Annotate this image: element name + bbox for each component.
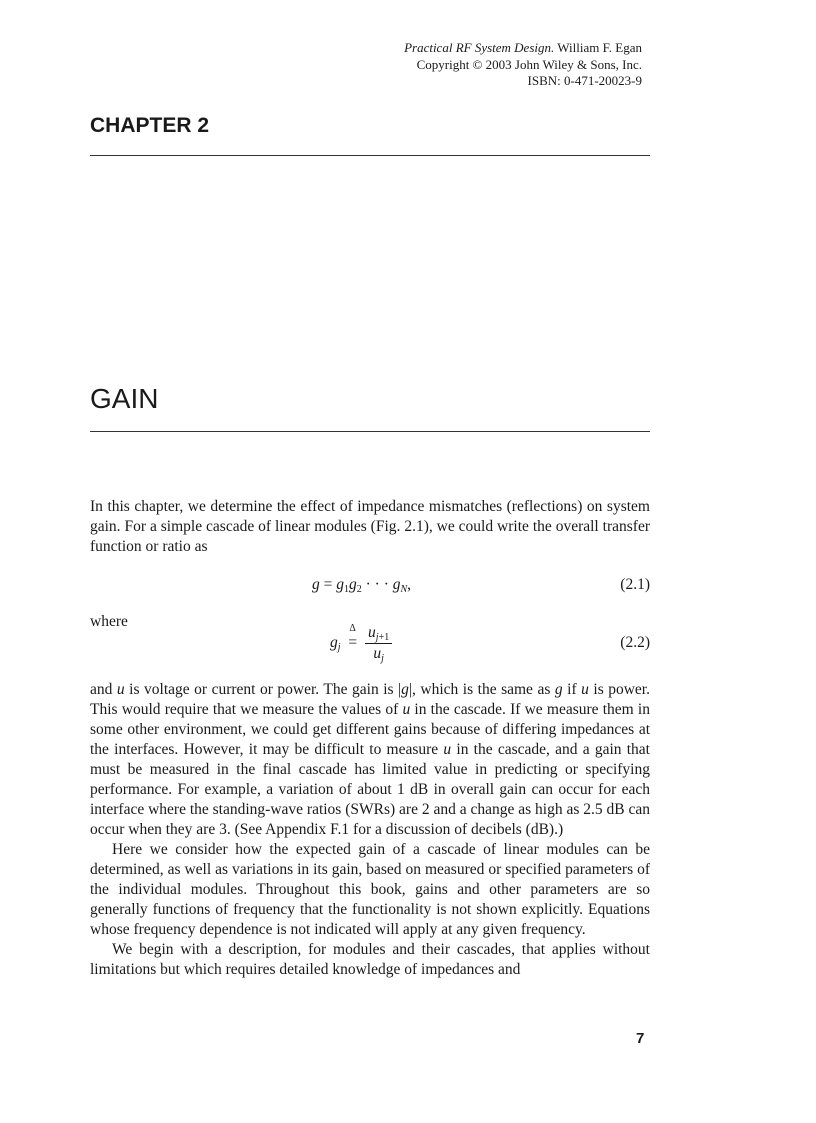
isbn-line: ISBN: 0-471-20023-9 — [527, 73, 642, 88]
page-number: 7 — [636, 1030, 645, 1047]
chapter-title: GAIN — [90, 383, 159, 414]
copyright-line: Copyright © 2003 John Wiley & Sons, Inc. — [416, 56, 642, 72]
where-text: where — [90, 613, 128, 630]
equation-number-2-1: (2.1) — [620, 576, 650, 593]
chapter-rule-bottom — [90, 431, 650, 432]
defined-as-symbol: Δ = — [348, 623, 358, 652]
running-header — [404, 40, 642, 90]
header-line-1 — [404, 40, 642, 57]
paragraph-body — [90, 680, 650, 980]
paragraph-description: We begin with a description, for modules and their cascades, that applies without limitations but which requires detailed knowledge of impedances and — [90, 941, 650, 978]
paragraph-gain-definition: and u is voltage or current or power. The gain is |g|, which is the same as g if u is power. This would require that we measure the values of u in the cascade. If we measure them in some other environment, we could get different gains because of differing impedances at the interfaces. However, it may be difficult to measure u in the cascade, and a gain that must be measured in the final cascade has limited value in predicting or specifying performance. For example, a variation of about 1 dB in overall gain can occur for each interface where the standing-wave ratios (SWRs) are 2 and a change as high as 2.5 dB can occur when they are 3. (See Appendix F.1 for a discussion of decibels (dB).) — [90, 681, 650, 838]
fraction: $\frac{u_{j+1}}{u_j}$ — [365, 624, 392, 663]
equation-2-1: $g = g_1g_2$ · · · $g_N$, — [312, 576, 412, 595]
chapter-label: CHAPTER 2 — [90, 114, 210, 137]
paragraph-intro — [90, 497, 650, 557]
equation-number-2-2: (2.2) — [620, 634, 650, 651]
chapter-rule-top — [90, 155, 650, 156]
equation-2-2: $g_j$ Δ = $\frac{u_{j+1}}{u_j}$ — [330, 624, 392, 663]
paragraph-intro-text: In this chapter, we determine the effect of impedance mismatches (reflections) on system gain. For a simple cascade of linear modules (Fig. 2.1), we could write the overall transfer function or ratio as — [90, 498, 650, 555]
book-author: William F. Egan — [557, 40, 642, 55]
book-title: Practical RF System Design. — [404, 40, 555, 55]
paragraph-expected-gain: Here we consider how the expected gain of a cascade of linear modules can be determined, as well as variations in its gain, based on measured or specified parameters of the individual modules. Throughout this book, gains and other parameters are so generally functions of frequency that the functionality is not shown explicitly. Equations whose frequency dependence is not indicated will apply at any given frequency. — [90, 841, 650, 938]
